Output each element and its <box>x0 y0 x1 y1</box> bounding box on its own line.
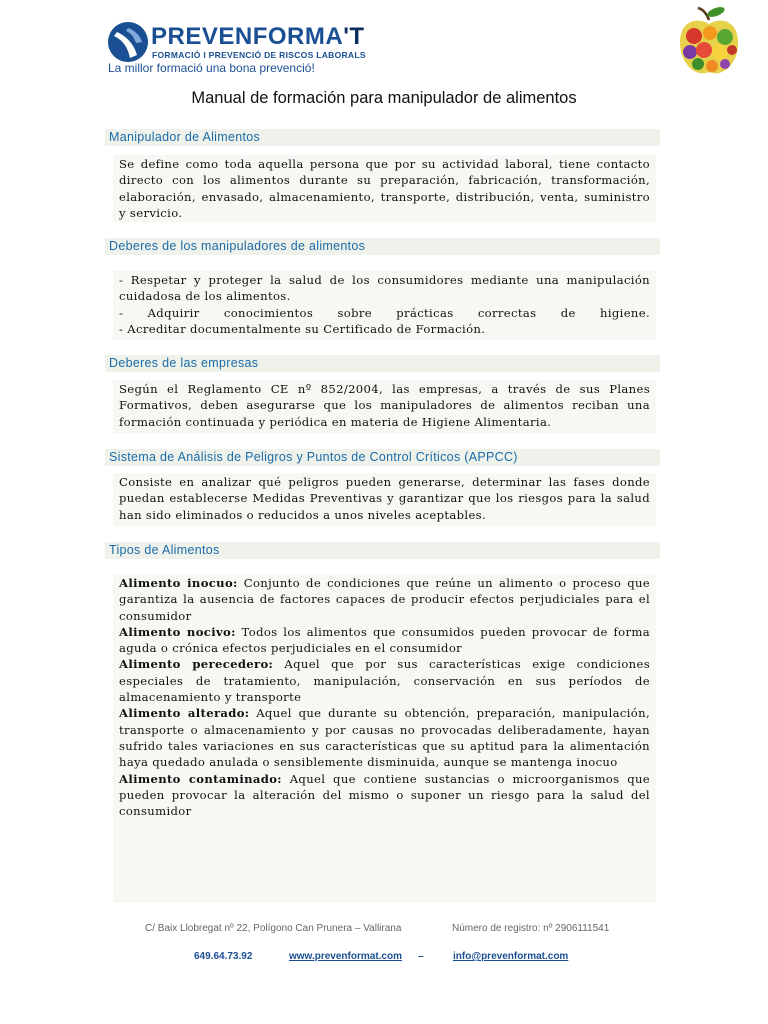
section-heading-manipulador: Manipulador de Alimentos <box>105 129 660 146</box>
food-type-text: Conjunto de condiciones que reúne un alimento o proceso que garantiza la ausencia de factores capaces de producir efectos perjudiciales para el consumidor <box>119 576 651 623</box>
paragraph: Según el Reglamento CE nº 852/2004, las empresas, a través de sus Planes Formativos, deben asegurarse que los manipuladores de alimentos reciban una formación continuada y periódica en materia de Higiene Alimentaria. <box>119 382 650 429</box>
section-body-appcc <box>113 473 656 526</box>
food-type-text: Todos los alimentos que consumidos pueden provocar de forma aguda o crónica efectos perjudiciales en el consumidor <box>119 624 650 656</box>
paragraph: Se define como toda aquella persona que por su actividad laboral, tiene contacto directo con los alimentos durante su preparación, fabricación, transformación, elaboración, envasado, almacenamiento, transporte, distribución, venta, suministro y servicio. <box>119 157 650 220</box>
brand-subtitle: FORMACIÓ I PREVENCIÓ DE RISCOS LABORALS <box>152 50 366 60</box>
footer-email-link[interactable]: info@prevenformat.com <box>453 951 569 962</box>
section-body-deberes-empresas <box>113 380 656 433</box>
footer-website-link[interactable]: www.prevenformat.com <box>289 951 402 962</box>
footer-phone: 649.64.73.92 <box>194 951 253 962</box>
section-body-deberes-manipuladores <box>113 271 656 340</box>
food-type-item <box>119 771 650 820</box>
food-type-term: Alimento perecedero: <box>119 657 274 672</box>
food-type-text: Aquel que por sus características exige condiciones especiales de tratamiento, manipulación, conservación en sus períodos de almacenamiento y transporte <box>119 657 650 705</box>
food-type-item <box>119 705 650 770</box>
food-type-text: Aquel que contiene sustancias o microorganismos que pueden provocar la alteración del mismo o suponer un riesgo para la salud del consumidor <box>119 771 650 819</box>
food-type-item <box>119 624 650 657</box>
section-heading-deberes-manipuladores: Deberes de los manipuladores de alimentos <box>105 238 660 255</box>
section-body-tipos-alimentos <box>113 574 656 903</box>
brand-name: PREVENFORMA'T <box>151 23 365 50</box>
document-title: Manual de formación para manipulador de alimentos <box>191 89 577 107</box>
duty-line: - Adquirir conocimientos sobre prácticas correctas de higiene. <box>119 305 650 320</box>
tagline: La millor formació una bona prevenció! <box>108 61 315 75</box>
duty-line: - Respetar y proteger la salud de los consumidores mediante una manipulación cuidadosa de los alimentos. <box>119 273 650 304</box>
logo-swoosh-icon <box>108 22 148 62</box>
food-type-item <box>119 656 650 705</box>
section-body-manipulador <box>113 155 656 222</box>
footer-address: C/ Baix Llobregat nº 22, Polígono Can Prunera – Vallirana <box>145 923 402 934</box>
section-heading-tipos-alimentos: Tipos de Alimentos <box>105 542 660 559</box>
food-type-text: Aquel que durante su obtención, preparación, manipulación, transporte o almacenamiento y por causas no provocadas deliberadamente, hayan sufrido tales variaciones en sus características que su aptitud para la alimentación haya quedado anulada o sensiblemente disminuida, aunque se mantenga inocuo <box>119 706 650 770</box>
food-type-term: Alimento contaminado: <box>119 771 282 786</box>
section-heading-appcc: Sistema de Análisis de Peligros y Puntos de Control Críticos (APPCC) <box>105 449 660 466</box>
footer-registry: Número de registro: nº 2906111541 <box>452 923 610 934</box>
paragraph: Consiste en analizar qué peligros pueden generarse, determinar las fases donde puedan establecerse Medidas Preventivas y garantizar que los riesgos para la salud han sido eliminados o reducidos a unos niveles aceptables. <box>119 475 650 522</box>
food-type-term: Alimento inocuo: <box>119 576 238 590</box>
company-logo-mark <box>108 22 148 62</box>
fruit-apple-icon <box>676 6 742 78</box>
food-type-term: Alimento alterado: <box>119 706 250 721</box>
duty-line: - Acreditar documentalmente su Certificado de Formación. <box>119 321 486 336</box>
footer-separator: – <box>418 951 424 962</box>
food-type-item <box>119 575 650 624</box>
section-heading-deberes-empresas: Deberes de las empresas <box>105 355 660 372</box>
food-type-term: Alimento nocivo: <box>119 624 236 639</box>
